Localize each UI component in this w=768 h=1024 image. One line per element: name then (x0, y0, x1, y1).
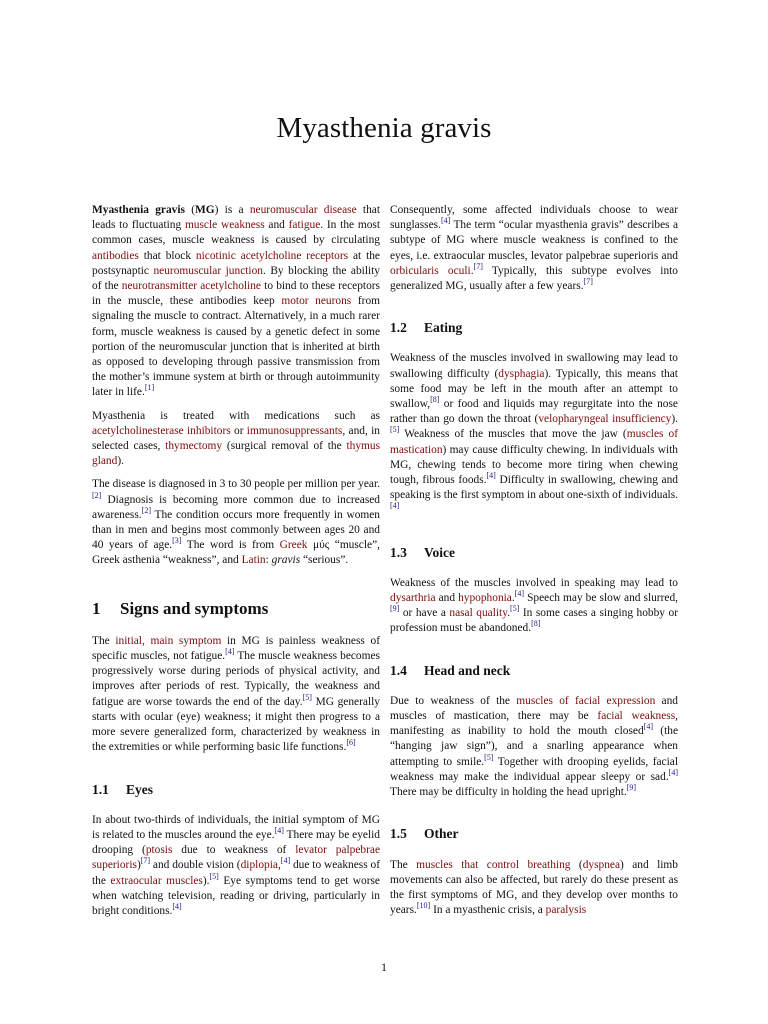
text-run: . By blocking the ability of the (92, 264, 381, 293)
wiki-link[interactable]: orbicularis oculi (390, 264, 471, 277)
text-run: . (507, 607, 511, 620)
paragraph (390, 858, 678, 919)
text-run: . (470, 264, 474, 277)
text-run: gravis (271, 554, 301, 567)
section-spacer (390, 527, 678, 545)
subsection-heading (92, 782, 380, 797)
text-run: Weakness of the muscles involved in swallowing may lead to swallowing difficulty ( (390, 352, 678, 380)
heading-spacer (390, 842, 678, 858)
text-run: that block (138, 249, 196, 262)
page-title: Myasthenia gravis (276, 112, 492, 144)
heading-text: Voice (424, 544, 455, 560)
heading-number: 1.2 (390, 320, 407, 336)
text-run: Eye symptoms tend to get worse when watching television, reading or driving, particularly in bright conditions. (92, 874, 380, 917)
wiki-link[interactable]: hypophonia (458, 592, 512, 605)
heading-number: 1.4 (390, 662, 407, 678)
text-run: Myasthenia is treated with medications such as (92, 409, 380, 422)
wiki-link[interactable]: muscle weakness (184, 219, 265, 232)
paragraph (92, 203, 380, 401)
wiki-link[interactable]: dysarthria (390, 592, 436, 605)
paragraph (390, 203, 678, 294)
heading-number: 1.1 (92, 781, 109, 797)
text-run: ). (671, 413, 678, 426)
citation-ref[interactable]: [9] (390, 604, 400, 614)
section-spacer (390, 302, 678, 320)
section-spacer (92, 764, 380, 782)
text-run: (surgical removal of the (222, 440, 347, 453)
paragraph (92, 477, 380, 568)
text-run: Myasthenia gravis (92, 204, 185, 216)
text-run: at the postsynaptic (92, 249, 380, 277)
text-run: In about two-thirds of individuals, the initial symptom of MG is related to the muscles around the eye. (92, 813, 380, 841)
text-run: The word is from (181, 539, 280, 552)
section-spacer (92, 577, 380, 601)
left-column (92, 203, 380, 927)
text-run: and (264, 219, 289, 232)
text-run: There may be difficulty in holding the head upright. (390, 786, 627, 799)
wiki-link[interactable]: velopharyngeal insufficiency (538, 413, 672, 426)
text-run: in MG is painless weakness of specific muscles, not fatigue. (92, 634, 381, 663)
section-spacer (390, 808, 678, 826)
text-run: ). (202, 874, 210, 887)
text-run: and (435, 592, 459, 605)
citation-ref[interactable]: [4] (172, 902, 182, 912)
wiki-link[interactable]: dyspnea (582, 858, 621, 871)
paragraph (92, 409, 380, 470)
citation-ref[interactable]: [4] (514, 589, 525, 599)
citation-ref[interactable]: [9] (626, 783, 637, 793)
text-run: The condition occurs more frequently in women than in men and begins most commonly between ages 20 and 40 years of age. (92, 508, 380, 552)
wiki-link[interactable]: neurotransmitter (121, 280, 198, 293)
citation-ref[interactable]: [5] (209, 871, 219, 881)
section-spacer (390, 645, 678, 663)
section-heading (92, 598, 380, 618)
citation-ref[interactable]: [4] (440, 216, 451, 226)
citation-ref[interactable]: [8] (531, 619, 541, 629)
text-run: or have a (399, 607, 450, 620)
paragraph (390, 576, 678, 637)
text-run: ) may cause difficulty chewing. In individuals with MG, chewing tends to become more tiring when chewing tough, fibrous foods. (390, 443, 678, 487)
citation-ref[interactable]: [8] (430, 395, 440, 405)
text-run: ( (184, 204, 195, 216)
heading-number: 1.3 (390, 544, 407, 560)
text-run: In a myasthenic crisis, a (430, 904, 546, 917)
text-run: (the “hanging jaw sign”), and a snarling appearance when attempting to smile. (390, 725, 679, 768)
text-run: . (511, 592, 515, 605)
paragraph (390, 351, 678, 518)
text-run: and muscles of mastication, there may be (390, 694, 679, 723)
subsection-heading (390, 663, 678, 678)
wiki-link[interactable]: thymus gland (92, 440, 380, 468)
text-run: Typically, this subtype evolves into generalized MG, usually after a few years. (390, 264, 678, 293)
subsection-heading (390, 545, 678, 560)
citation-ref[interactable]: [10] (416, 901, 431, 911)
heading-text: Other (424, 826, 459, 842)
text-run: μύς “muscle”, Greek asthenia “weakness”, and (92, 539, 380, 567)
text-run: due to weakness of the (92, 859, 380, 887)
subsection-heading (390, 320, 678, 335)
right-column (390, 203, 678, 926)
heading-spacer (92, 797, 380, 813)
text-run: MG (195, 204, 215, 216)
wiki-link[interactable]: dysphagia (498, 367, 545, 380)
wiki-link[interactable]: fatigue (288, 219, 321, 232)
citation-ref[interactable]: [5] (390, 425, 400, 435)
text-run: The (92, 634, 116, 647)
text-run: Weakness of the muscles that move the jaw ( (399, 428, 627, 441)
citation-ref[interactable]: [6] (346, 738, 356, 748)
text-run: to bind to these receptors in the muscle, these antibodies keep (92, 280, 380, 308)
text-run: Due to weakness of the (390, 694, 517, 707)
heading-spacer (390, 560, 678, 576)
page-number: 1 (381, 960, 387, 974)
text-run: There may be eyelid drooping ( (92, 828, 380, 857)
text-run: or food and liquids may regurgitate into the nose rather than go down the throat ( (390, 398, 678, 426)
text-run: The (390, 858, 417, 871)
wiki-link[interactable]: antibodies (92, 249, 139, 262)
citation-ref[interactable]: [4] (225, 647, 235, 657)
wiki-link[interactable]: initial, main symptom (115, 634, 222, 647)
text-run: The muscle weakness becomes progressively worse during periods of physical activity, and improves after periods of rest. Typically, the weakness and fatigue are worse towards the end of the day. (92, 650, 380, 708)
subsection-heading (390, 826, 678, 841)
text-run: from signaling the muscle to contract. Alternatively, in a much rarer form, muscle weakness is caused by a genetic defect in some portion of the neuromuscular junction that is inherited at birth as opposed to developing through passive transmission from the mother’s immune system at birth or through autoimmunity later in life. (92, 295, 380, 399)
wiki-link[interactable]: extraocular muscles (110, 874, 203, 887)
text-run: Speech may be slow and slurred, (524, 592, 678, 605)
wiki-link[interactable]: diplopia (240, 859, 278, 872)
heading-number: 1 (92, 598, 101, 618)
text-run: due to weakness of (172, 844, 296, 857)
wiki-link[interactable]: muscles that control breathing (416, 858, 571, 871)
citation-ref[interactable]: [4] (274, 826, 284, 836)
citation-ref[interactable]: [4] (390, 501, 400, 511)
wiki-link[interactable]: acetylcholine (200, 280, 261, 293)
text-run: Diagnosis is becoming more common due to increased awareness. (92, 493, 380, 521)
citation-ref[interactable]: [4] (486, 471, 496, 481)
text-run: and double vision ( (150, 859, 241, 872)
citation-ref[interactable]: [7] (140, 856, 151, 866)
citation-ref[interactable]: [5] (484, 752, 494, 762)
text-run: In some cases a singing hobby or profession must be abandoned. (390, 607, 678, 635)
heading-number: 1.5 (390, 826, 407, 842)
heading-text: Eyes (126, 781, 153, 797)
text-run: , and, in selected cases, (92, 424, 380, 453)
text-run: , (277, 859, 281, 872)
citation-ref[interactable]: [2] (141, 506, 151, 516)
text-run: ). Typically, this means that some food may be left in the mouth after an attempt to swallow, (390, 367, 678, 411)
citation-ref[interactable]: [4] (643, 722, 653, 732)
wiki-link[interactable]: facial weakness (597, 710, 676, 723)
wiki-link[interactable]: levator palpebrae superioris (92, 844, 381, 872)
wiki-link[interactable]: muscles of facial expression (516, 694, 656, 707)
paragraph (390, 694, 678, 800)
wiki-link[interactable]: acetylcholinesterase inhibitors (92, 424, 231, 437)
text-run: Together with drooping eyelids, facial weakness may make the individual appear sleepy or sad. (390, 755, 678, 783)
text-run: The term “ocular myasthenia gravis” describes a subtype of MG where muscle weakness is confined to the eyes, i.e. extraocular muscles, levator palpebrae superioris and (390, 219, 678, 262)
citation-ref[interactable]: [2] (92, 490, 102, 500)
text-run: ( (570, 858, 583, 871)
wiki-link[interactable]: neuromuscular disease (249, 204, 357, 216)
wiki-link[interactable]: neuromuscular junction (153, 264, 263, 277)
wiki-link[interactable]: nasal quality (449, 607, 508, 620)
wiki-link[interactable]: Latin (241, 554, 266, 567)
text-run: that leads to fluctuating (92, 204, 380, 232)
citation-ref[interactable]: [4] (280, 856, 291, 866)
citation-ref[interactable]: [7] (583, 277, 593, 287)
citation-ref[interactable]: [7] (473, 262, 483, 272)
wiki-link[interactable]: muscles of mastication (390, 428, 678, 456)
wiki-link[interactable]: ptosis (145, 844, 173, 857)
heading-text: Signs and symptoms (120, 598, 269, 618)
text-run: MG generally starts with ocular (eye) weakness; it might then progress to a more severe generalized form, characterized by weakness in the extremities or while performing basic life functions. (92, 695, 380, 754)
citation-ref[interactable]: [5] (510, 604, 520, 614)
text-run: . In the most common cases, muscle weakness is caused by circulating (92, 219, 380, 247)
text-run: Consequently, some affected individuals choose to wear sunglasses. (390, 204, 678, 232)
text-run: “serious”. (300, 554, 349, 567)
text-run: ) and limb movements can also be affected, but rarely do these present as the first symptoms of MG, and they develop over months to years. (390, 858, 678, 917)
wiki-link[interactable]: nicotinic acetylcholine receptors (195, 249, 349, 262)
heading-text: Eating (424, 320, 463, 336)
wiki-link[interactable]: motor neurons (281, 295, 352, 308)
text-run: : (265, 554, 272, 567)
citation-ref[interactable]: [5] (302, 692, 312, 702)
heading-spacer (92, 616, 380, 634)
wiki-link[interactable]: paralysis (545, 904, 587, 917)
heading-spacer (390, 678, 678, 694)
text-run: ) (136, 859, 141, 872)
wiki-link[interactable]: thymectomy (165, 440, 223, 453)
text-run: or (230, 424, 247, 437)
text-run: ). (117, 455, 124, 468)
citation-ref[interactable]: [3] (172, 536, 182, 546)
text-run: ) is a (214, 204, 250, 216)
heading-spacer (390, 335, 678, 351)
text-run: Weakness of the muscles involved in speaking may lead to (390, 576, 678, 589)
text-run: , manifesting as inability to hold the mouth closed (390, 710, 678, 738)
citation-ref[interactable]: [1] (144, 383, 155, 393)
text-run: The disease is diagnosed in 3 to 30 people per million per year. (92, 478, 380, 491)
paragraph (92, 634, 380, 756)
citation-ref[interactable]: [4] (668, 768, 678, 778)
wiki-link[interactable]: Greek (279, 539, 308, 552)
heading-text: Head and neck (424, 662, 511, 678)
text-run: Difficulty in swallowing, chewing and speaking is the first symptom in about one-sixth of individuals. (390, 474, 678, 502)
paragraph (92, 813, 380, 919)
wiki-link[interactable]: immunosuppressants (246, 424, 343, 437)
